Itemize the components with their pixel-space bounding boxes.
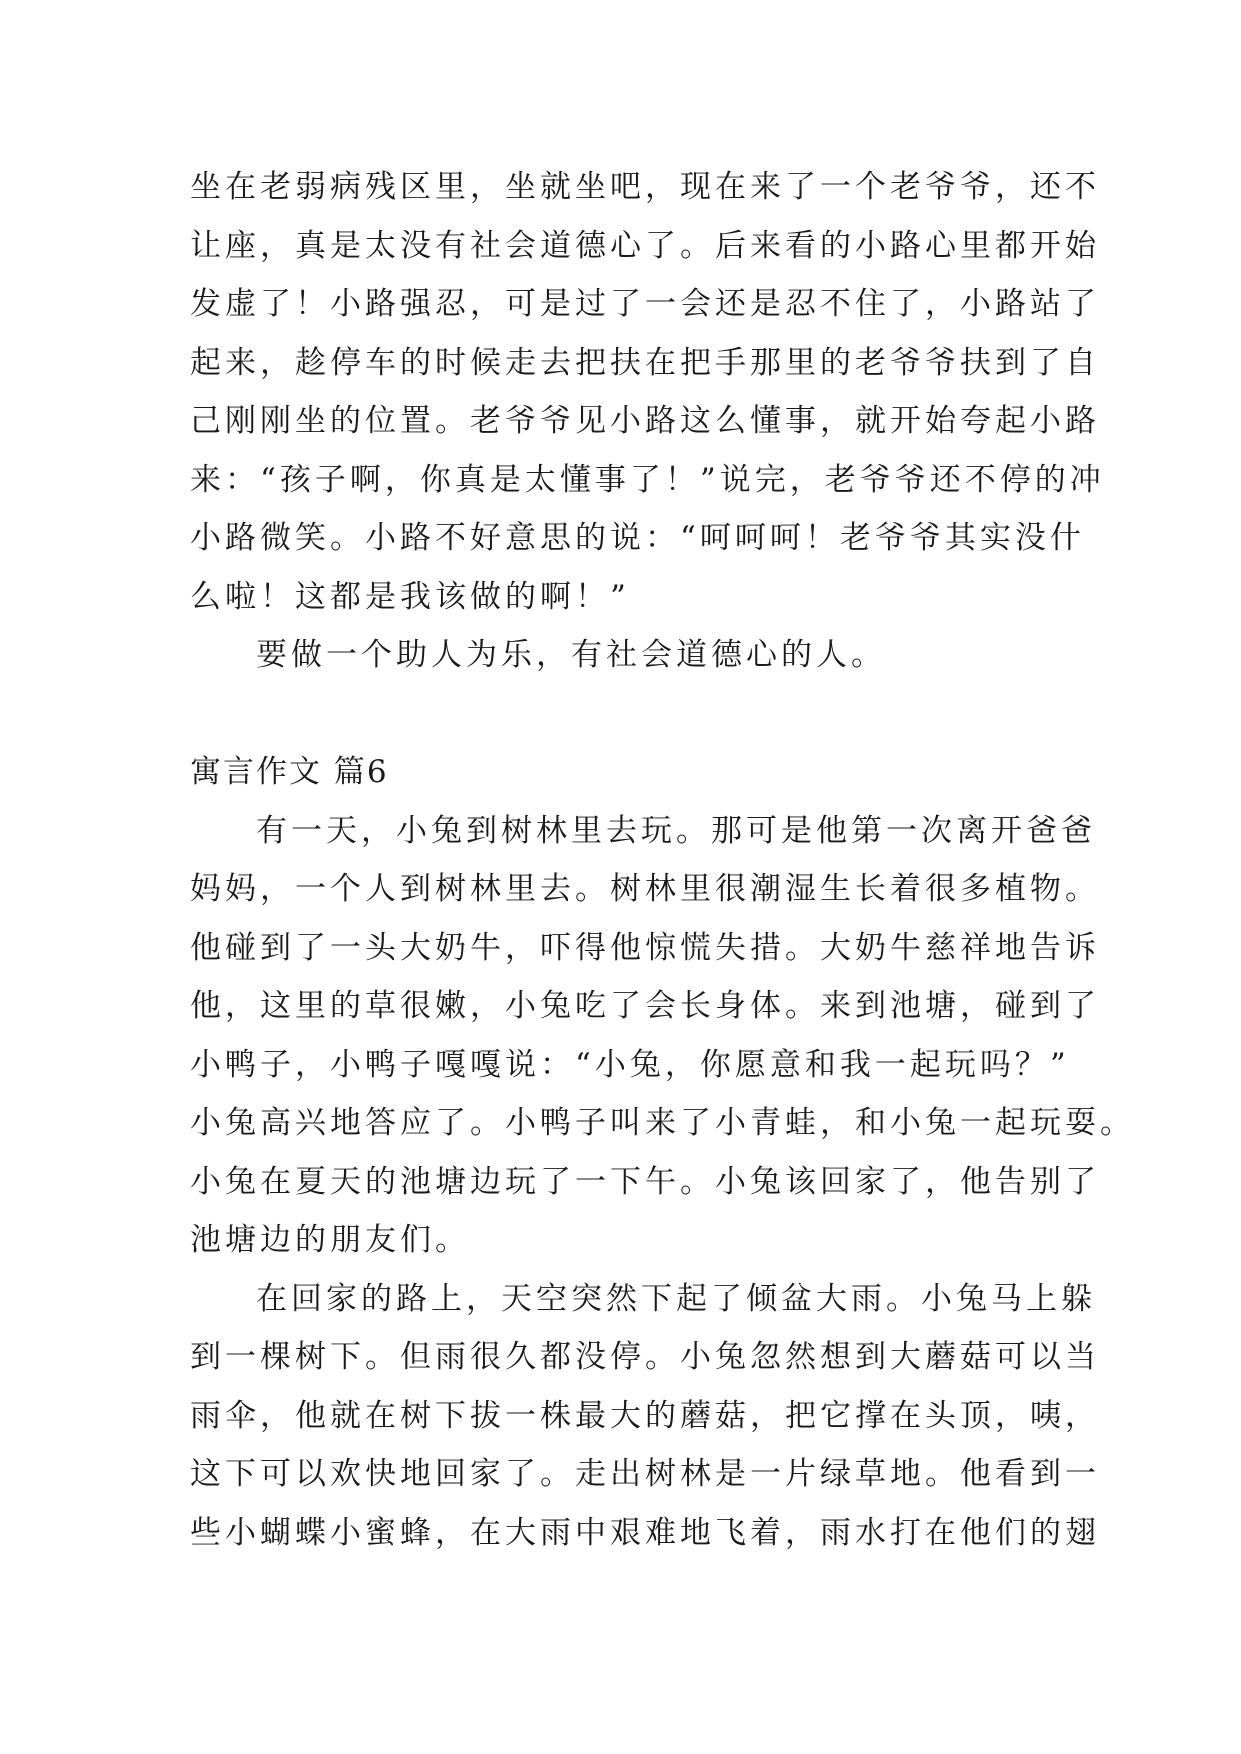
text-line: 来：“孩子啊，你真是太懂事了！”说完，老爷爷还不停的冲 (190, 462, 1105, 498)
text-line: 这下可以欢快地回家了。走出树林是一片绿草地。他看到一 (190, 1456, 1100, 1492)
text-line: 么啦！这都是我该做的啊！” (190, 579, 630, 615)
text-line: 妈妈，一个人到树林里去。树林里很潮湿生长着很多植物。 (190, 871, 1100, 907)
text-line: 到一棵树下。但雨很久都没停。小兔忽然想到大蘑菇可以当 (190, 1339, 1100, 1375)
text-line: 让座，真是太没有社会道德心了。后来看的小路心里都开始 (190, 228, 1100, 264)
text-line: 小路微笑。小路不好意思的说：“呵呵呵！老爷爷其实没什 (190, 520, 1085, 556)
text-line: 坐在老弱病残区里，坐就坐吧，现在来了一个老爷爷，还不 (190, 169, 1100, 205)
text-line: 小兔高兴地答应了。小鸭子叫来了小青蛙，和小兔一起玩耍。 (190, 1105, 1135, 1141)
text-line: 小鸭子，小鸭子嘎嘎说：“小兔，你愿意和我一起玩吗？” (190, 1047, 1070, 1083)
text-line: 小兔在夏天的池塘边玩了一下午。小兔该回家了，他告别了 (190, 1164, 1100, 1200)
text-line: 己刚刚坐的位置。老爷爷见小路这么懂事，就开始夸起小路 (190, 403, 1100, 439)
text-line: 些小蝴蝶小蜜蜂，在大雨中艰难地飞着，雨水打在他们的翅 (190, 1515, 1100, 1551)
section-heading: 寓言作文 篇6 (190, 754, 389, 790)
text-line: 在回家的路上，天空突然下起了倾盆大雨。小兔马上躲 (256, 1281, 1096, 1317)
text-line: 起来，趁停车的时候走去把扶在把手那里的老爷爷扶到了自 (190, 345, 1100, 381)
text-line: 发虚了！小路强忍，可是过了一会还是忍不住了，小路站了 (190, 286, 1100, 322)
text-line: 雨伞，他就在树下拔一株最大的蘑菇，把它撑在头顶，咦， (190, 1398, 1100, 1434)
text-line: 他，这里的草很嫩，小兔吃了会长身体。来到池塘，碰到了 (190, 988, 1100, 1024)
text-line: 要做一个助人为乐，有社会道德心的人。 (256, 637, 886, 673)
text-line: 池塘边的朋友们。 (190, 1222, 470, 1258)
text-line: 有一天，小兔到树林里去玩。那可是他第一次离开爸爸 (256, 813, 1096, 849)
text-line: 他碰到了一头大奶牛，吓得他惊慌失措。大奶牛慈祥地告诉 (190, 930, 1100, 966)
